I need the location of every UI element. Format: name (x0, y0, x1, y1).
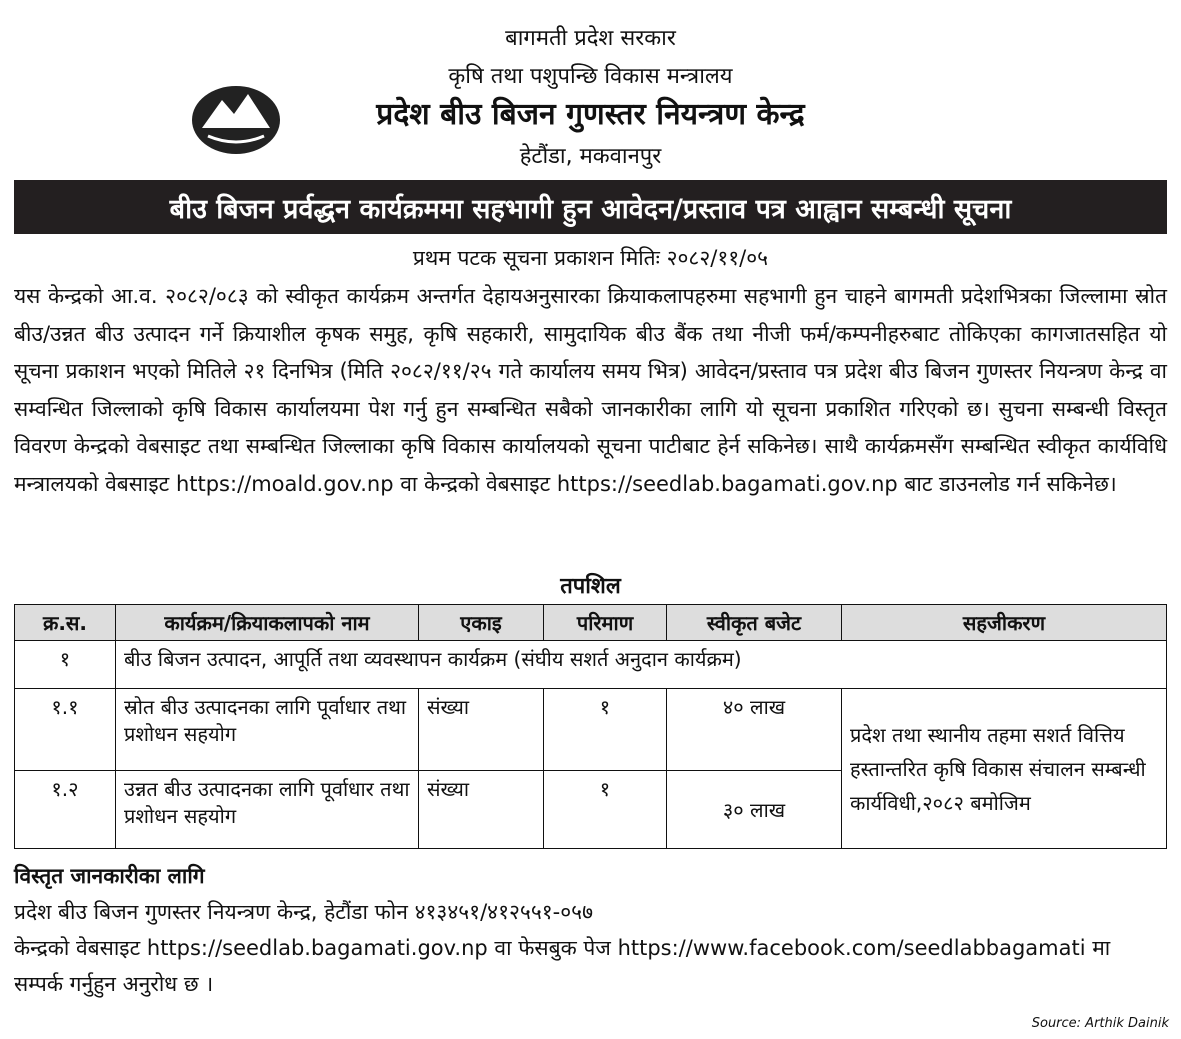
source-credit: Source: Arthik Dainik (1031, 1016, 1169, 1031)
contact-request: सम्पर्क गर्नुहुन अनुरोध छ । (14, 972, 214, 996)
cell-sn: १.१ (15, 689, 116, 771)
table-row (15, 689, 1167, 771)
cell-name: स्रोत बीउ उत्पादनका लागि पूर्वाधार तथा प्रशोधन सहयोग (116, 689, 419, 771)
cell-unit: संख्या (419, 689, 544, 771)
contact-websites: केन्द्रको वेबसाइट https://seedlab.bagamati.gov.np वा फेसबुक पेज https://www.facebook.com/seedlabbagamati मा (14, 936, 1111, 960)
table-row (15, 641, 1167, 689)
col-unit: एकाइ (419, 605, 544, 641)
notice-title: बीउ बिजन प्रर्वद्धन कार्यक्रममा सहभागी हुन आवेदन/प्रस्ताव पत्र आह्वान सम्बन्धी सूचना (14, 180, 1167, 234)
ministry-name: कृषि तथा पशुपन्छि विकास मन्त्रालय (448, 64, 733, 89)
cell-facilitation: प्रदेश तथा स्थानीय तहमा सशर्त वित्तिय हस्तान्तरित कृषि विकास संचालन सम्बन्धी कार्यविधी,२०८२ बमोजिम (842, 689, 1167, 849)
publication-date: प्रथम पटक सूचना प्रकाशन मितिः २०८२/११/०५ (412, 246, 769, 270)
col-qty: परिमाण (544, 605, 667, 641)
cell-qty: १ (544, 771, 667, 849)
cell-budget: ४० लाख (667, 689, 842, 771)
cell-unit: संख्या (419, 771, 544, 849)
col-sn: क्र.स. (15, 605, 116, 641)
cell-sn: १.२ (15, 771, 116, 849)
contact-heading: विस्तृत जानकारीका लागि (14, 864, 205, 888)
cell-budget: ३० लाख (667, 771, 842, 849)
cell-name: बीउ बिजन उत्पादन, आपूर्ति तथा व्यवस्थापन कार्यक्रम (संघीय सशर्त अनुदान कार्यक्रम) (116, 641, 1167, 689)
cell-qty: १ (544, 689, 667, 771)
col-budget: स्वीकृत बजेट (667, 605, 842, 641)
office-address: हेटौंडा, मकवानपुर (519, 144, 662, 169)
schedule-table (14, 604, 1167, 849)
col-name: कार्यक्रम/क्रियाकलापको नाम (116, 605, 419, 641)
notice-body: यस केन्द्रको आ.व. २०८२/०८३ को स्वीकृत कार्यक्रम अन्तर्गत देहायअनुसारका क्रियाकलापहरुमा सहभागी हुन चाहने बागमती प्रदेशभित्रका जिल्लामा स्रोत बीउ/उन्नत बीउ उत्पादन गर्ने क्रियाशील कृषक समुह, कृषि सहकारी, सामुदायिक बीउ बैंक तथा नीजी फर्म/कम्पनीहरुबाट तोकिएका कागजातसहित यो सूचना प्रकाशन भएको मितिले २१ दिनभित्र (मिति २०८२/११/२५ गते कार्यालय समय भित्र) आवेदन/प्रस्ताव पत्र प्रदेश बीउ बिजन गुणस्तर नियन्त्रण केन्द्र वा सम्वन्धित जिल्लाको कृषि विकास कार्यालयमा पेश गर्नु हुन सम्बन्धित सबैको जानकारीका लागि यो सूचना प्रकाशित गरिएको छ। सुचना सम्बन्धी विस्तृत विवरण केन्द्रको वेबसाइट तथा सम्बन्धित जिल्लाका कृषि विकास कार्यालयको सूचना पाटीबाट हेर्न सकिनेछ। साथै कार्यक्रमसँग सम्बन्धित स्वीकृत कार्यविधि मन्त्रालयको वेबसाइट https://moald.gov.np वा केन्द्रको वेबसाइट https://seedlab.bagamati.gov.np बाट डाउनलोड गर्न सकिनेछ। (14, 284, 1167, 496)
cell-name: उन्नत बीउ उत्पादनका लागि पूर्वाधार तथा प्रशोधन सहयोग (116, 771, 419, 849)
cell-sn: १ (15, 641, 116, 689)
table-header-row (15, 605, 1167, 641)
province-government: बागमती प्रदेश सरकार (505, 26, 676, 51)
schedule-heading: तपशिल (560, 574, 621, 599)
col-facilitation: सहजीकरण (842, 605, 1167, 641)
contact-phone: प्रदेश बीउ बिजन गुणस्तर नियन्त्रण केन्द्र, हेटौंडा फोन ४१३४५१/४१२५५१-०५७ (14, 900, 594, 924)
office-name: प्रदेश बीउ बिजन गुणस्तर नियन्त्रण केन्द्र (376, 97, 805, 132)
